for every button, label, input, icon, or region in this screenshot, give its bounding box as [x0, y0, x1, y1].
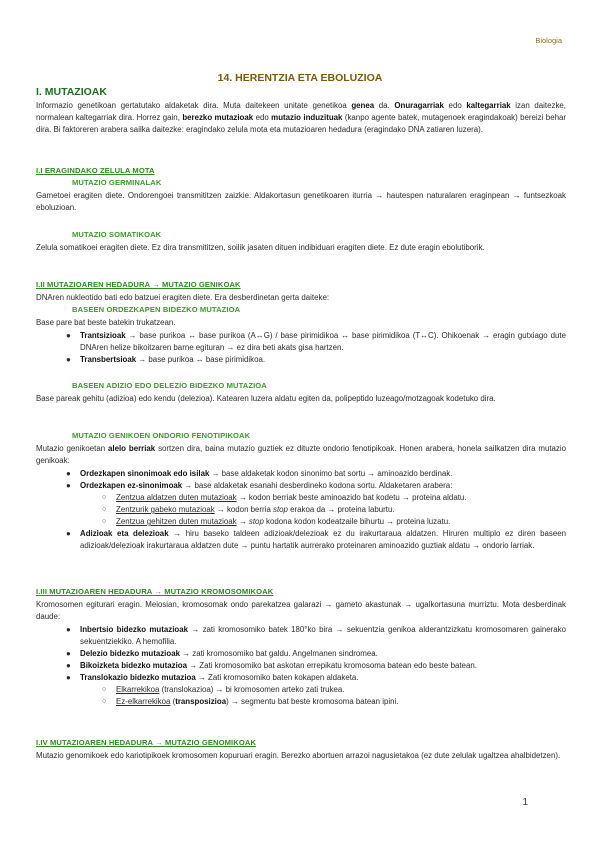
sub-item-term: Zentzurik gabeko mutazioak [116, 505, 215, 514]
sub-list-item [102, 504, 566, 516]
item-term: Inbertsio bidezko mutazioak [80, 625, 188, 634]
header-subject-label: Biologia [535, 36, 562, 45]
italic-term: stop [273, 505, 288, 514]
sub-item-text: → [236, 517, 249, 526]
paragraph-kromosomikoak-intro: Kromosomen egiturari eragin. Meiosian, kromosomak ondo parekatzea galarazi → gameto akastunak → ugalkortasuna murriztu. Mota desberdinak daude: [36, 600, 566, 621]
item-text: → zati kromosomiko batek 180°ko bira → sekuentzia genikoa alderantzizkatu kromosomaren gainerako sekuentziekiko. A hemofilia. [80, 625, 566, 646]
heading-mutazio-genikoak: I.II MUTAZIOAREN HEDADURA → MUTAZIO GENIKOAK [36, 280, 241, 289]
subheading-ondorio-fenotipikoak: MUTAZIO GENIKOEN ONDORIO FENOTIPIKOAK [72, 431, 251, 440]
page-title: 14. HERENTZIA ETA EBOLUZIOA [217, 72, 383, 84]
list-item [66, 468, 566, 480]
bullet-icon: ● [66, 469, 71, 478]
bullet-icon: ● [66, 529, 71, 538]
circle-bullet-icon: ○ [102, 494, 107, 501]
heading-eragindako-zelula-mota: I.I ERAGINDAKO ZELULA MOTA [36, 166, 155, 175]
sub-item-text: → kodon berriak beste aminoazido bat kodetu → proteina aldatu. [236, 493, 467, 502]
text-span: sortzen dira, baina mutazio guztiek ez dituzte ondorio fenotipikoak. Honen arabera, honela sailkatzen dira mutazio genikoak: [36, 444, 567, 465]
circle-bullet-icon: ○ [102, 506, 107, 513]
bullet-icon: ● [66, 331, 71, 340]
text-span: edo [443, 101, 467, 110]
paragraph-mutazio-genikoak-intro: DNAren nukleotido bati edo batzuei eragiten diete. Era desberdinetan gerta daiteke: [36, 293, 330, 302]
text-span: (kanpo agente batek, mutagenoek eragindakoak) bereizi behar dira. Bi faktoreren arabera sailka daitezke: eragindako zelula mota eta mutazioaren hedadura (eragindako DNA zatiaren luzera). [36, 113, 566, 134]
sub-item-term: Ez-elkarrekikoa [116, 697, 171, 706]
bold-term: Onuragarriak [394, 101, 444, 110]
sub-list-item [102, 516, 566, 528]
sub-item-term: Zentzua aldatzen duten mutazioak [116, 493, 237, 502]
item-text: → zati kromosomiko bat galdu. Angelmanen sindromea. [179, 649, 378, 658]
sub-item-bold: transposizioa [175, 697, 227, 706]
item-term: Ordezkapen ez-sinonimoak [80, 481, 183, 490]
section-title-mutazioak: I. MUTAZIOAK [36, 86, 107, 98]
paragraph-adizio-delezio: Base pareak gehitu (adizioa) edo kendu (delezioa). Katearen luzera aldatu egiten da, polipeptido luzeago/motzagoak kodetuko dira. [36, 394, 496, 403]
list-ordezkapen-motak [66, 330, 566, 366]
item-text: → Zati kromosomiko bat askotan errepikatu kromosoma batean edo beste batean. [187, 661, 477, 670]
sub-item-text: (translokazioa) → bi kromosomen arteko zati trukea. [159, 685, 345, 694]
text-span: izan daitezke, normalean kaltegarriak dira. Horrez gain, [36, 101, 566, 122]
sub-list-item [102, 684, 566, 696]
item-term: Delezio bidezko mutazioak [80, 649, 180, 658]
heading-mutazio-kromosomikoak: I.III MUTAZIOAREN HEDADURA → MUTAZIO KROMOSOMIKOAK [36, 587, 274, 596]
list-item [66, 648, 566, 660]
bold-term: berezko mutazioak [182, 113, 254, 122]
sub-item-term: Elkarrekikoa [116, 685, 160, 694]
paragraph-genomikoak: Mutazio genomikoek edo kariotipikoek kromosomen kopuruari eragin. Berezko abortuen arrazoi nagusietakoa (ez dute zelulak ugaltzea ahalbidetzen). [36, 751, 561, 760]
subheading-baseen-ordezkapen: BASEEN ORDEZKAPEN BIDEZKO MUTAZIOA [72, 305, 241, 314]
italic-term: stop [248, 517, 264, 526]
page-number: 1 [522, 797, 528, 808]
list-item [66, 528, 566, 552]
circle-bullet-icon: ○ [102, 518, 107, 525]
list-item [66, 660, 566, 672]
sub-item-text: erakoa da → proteina laburtu. [287, 505, 395, 514]
subheading-mutazio-somatikoak: MUTAZIO SOMATIKOAK [72, 230, 162, 239]
item-text: → Zati kromosomiko baten kokapen aldaketa. [195, 673, 359, 682]
paragraph-somatikoak: Zelula somatikoei eragiten diete. Ez dira transmititzen, soilik jasaten dituen indibiduari eragiten diete. Ez dute eragin ebolutiborik. [36, 243, 485, 252]
bullet-icon: ● [66, 661, 71, 670]
subheading-adizio-delezio: BASEEN ADIZIO EDO DELEZIO BIDEZKO MUTAZIOA [72, 381, 267, 390]
item-term: Transbertsioak [80, 355, 137, 364]
item-term: Adizioak eta delezioak [80, 529, 169, 538]
list-fenotipo-motak [66, 468, 566, 552]
sub-item-text: → segmentu bat beste kromosoma batean ipini. [228, 697, 399, 706]
section-intro-paragraph [36, 100, 566, 136]
item-term: Bikoizketa bidezko mutazioa [80, 661, 187, 670]
item-text: → base aldaketak kodon sinonimo bat sortu → aminoazido berdinak. [209, 469, 453, 478]
list-item [66, 624, 566, 648]
list-item [66, 330, 566, 354]
paragraph-ondorio-fenotipikoak [36, 443, 566, 467]
bold-term: genea [351, 101, 375, 110]
heading-mutazio-genomikoak: I.IV MUTAZIOAREN HEDADURA → MUTAZIO GENOMIKOAK [36, 738, 257, 747]
paragraph-ordezkapen: Base pare bat beste batekin trukatzean. [36, 318, 176, 327]
bullet-icon: ● [66, 355, 71, 364]
bullet-icon: ● [66, 625, 71, 634]
item-term: Ordezkapen sinonimoak edo isilak [80, 469, 210, 478]
text-span: da. [374, 101, 395, 110]
bold-term: mutazio induzituak [271, 113, 343, 122]
bold-span: alelo berriak [108, 444, 156, 453]
sub-list-item [102, 492, 566, 504]
bullet-icon: ● [66, 673, 71, 682]
item-term: Trantsizioak [80, 331, 126, 340]
sub-item-text: kodona kodon kodeatzaile bihurtu → proteina luzatu. [263, 517, 451, 526]
item-text: → hiru baseko taldeen adizioak/delezioak ez du irakurtaraua aldatzen. Hiruren multiplo ez diren baseen adizioak/delezioak irakurtaraua aldatzen dute → puntu hartatik aurrerako proteinaren aminoazido guztiak aldatu → ondorio larriak. [80, 529, 566, 550]
subheading-mutazio-germinalak: MUTAZIO GERMINALAK [72, 178, 162, 187]
item-text: → base purikoa ↔ base pirimidikoa. [136, 355, 266, 364]
text-span: edo [253, 113, 272, 122]
item-text: → base purikoa ↔ base purikoa (A↔G) / base pirimidikoa ↔ base pirimidikoa (T↔C). Ohikoenak → eragin gutxiago dute DNAren helize bikoitzaren barne egituran → ez dira beti akats gisa hartzen. [80, 331, 566, 352]
sub-list-item [102, 696, 566, 708]
circle-bullet-icon: ○ [102, 698, 107, 705]
paren: ) [226, 697, 229, 706]
sub-item-term: Zentzua gehitzen duten mutazioak [116, 517, 237, 526]
list-item [66, 354, 566, 366]
list-item [66, 672, 566, 684]
sub-item-text: → kodon berria [214, 505, 274, 514]
bullet-icon: ● [66, 481, 71, 490]
text-span: Mutazio genikoetan [36, 444, 109, 453]
text-span: Informazio genetikoan gertatutako aldaketak dira. Muta daitekeen unitate genetikoa [36, 101, 352, 110]
circle-bullet-icon: ○ [102, 686, 107, 693]
list-item [66, 480, 566, 492]
bold-term: kaltegarriak [466, 101, 511, 110]
paragraph-germinalak: Gametoei eragiten diete. Ondorengoei transmititzen zaizkie. Aldakortasun genetikoaren iturria → hautespen naturalaren eraginpean → funtsezkoak eboluzioan. [36, 191, 566, 212]
list-kromosomiko-motak [66, 624, 566, 708]
item-text: → base aldaketak esanahi desberdineko kodona sortu. Aldaketaren arabera: [182, 481, 453, 490]
paren: ( [170, 697, 176, 706]
item-term: Translokazio bidezko mutazioa [80, 673, 196, 682]
bullet-icon: ● [66, 649, 71, 658]
